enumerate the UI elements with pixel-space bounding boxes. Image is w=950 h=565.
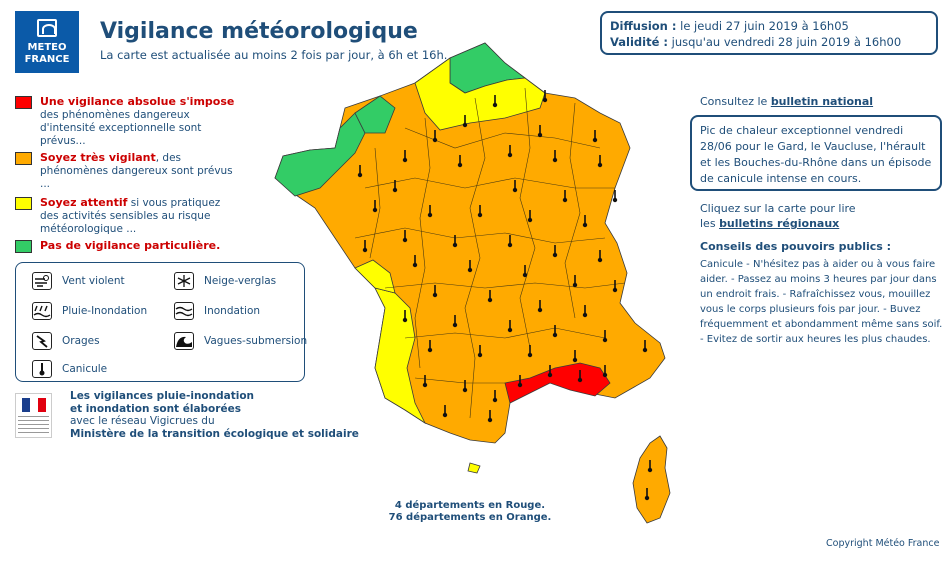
snowflake-icon: [174, 272, 194, 290]
yellow-swatch: [15, 197, 32, 210]
island-yellow[interactable]: [468, 463, 480, 473]
department-counts: 4 départements en Rouge. 76 départements en Orange.: [388, 500, 552, 523]
phenomenon-snow: Neige-verglas: [174, 275, 276, 287]
corsica-orange[interactable]: [633, 436, 670, 523]
phenomenon-heatwave: Canicule: [32, 363, 107, 375]
advice-text: Canicule - N'hésitez pas à aider ou à vous faire aider. - Passez au moins 3 heures par jour dans un endroit frais. - Rafraîchissez vous, mouillez vous le corps plusieurs fois par jour. - Buvez fréquemment et abondamment même sans soif. - Evitez de sortir aux heures les plus chaudes.: [700, 259, 943, 345]
validite-line: Validité : jusqu'au vendredi 28 juin 2019 à 16h00: [610, 35, 902, 49]
advice-title: Conseils des pouvoirs publics :: [700, 240, 892, 253]
lightning-icon: [32, 332, 52, 350]
legend-green: Pas de vigilance particulière.: [15, 239, 235, 253]
wind-icon: [32, 272, 52, 290]
red-swatch: [15, 96, 32, 109]
regional-bulletins-link[interactable]: bulletins régionaux: [719, 217, 840, 230]
phenomenon-storm: Orages: [32, 335, 100, 347]
diffusion-line: Diffusion : le jeudi 27 juin 2019 à 16h05: [610, 19, 849, 33]
bulletin-summary-box: Pic de chaleur exceptionnel vendredi 28/06 pour le Gard, le Vaucluse, l'hérault et les Bouches-du-Rhône dans un épisode de canicule intense en cours.: [690, 115, 942, 191]
copyright: Copyright Météo France: [826, 538, 940, 549]
french-flag-icon: [22, 398, 46, 412]
phenomenon-flood: Inondation: [174, 305, 260, 317]
ministry-logo: [15, 393, 52, 438]
page-subtitle: La carte est actualisée au moins 2 fois par jour, à 6h et 16h.: [100, 48, 448, 62]
page-title: Vigilance météorologique: [100, 19, 418, 44]
national-bulletin-link[interactable]: bulletin national: [770, 95, 874, 108]
regional-bulletins-prompt: Cliquez sur la carte pour lire les bulletins régionaux: [700, 202, 856, 230]
thermometer-icon: [32, 360, 52, 378]
legend-red: Une vigilance absolue s'impose des phénomènes dangereux d'intensité exceptionnelle sont prévus...: [15, 95, 235, 148]
flood-icon: [174, 302, 194, 320]
logo-mark-icon: [37, 19, 57, 37]
ministry-note: Les vigilances pluie-inondation et inondation sont élaborées avec le réseau Vigicrues du Ministère de la transition écologique et solidaire: [70, 390, 359, 440]
legend-orange: Soyez très vigilant, des phénomènes dangereux sont prévus ...: [15, 151, 235, 191]
france-vigilance-map[interactable]: [255, 38, 695, 528]
meteo-france-logo[interactable]: METEO FRANCE: [15, 11, 79, 73]
rain-flood-icon: [32, 302, 52, 320]
ministry-logo-text-lines: [18, 416, 49, 434]
legend-yellow: Soyez attentif si vous pratiquez des activités sensibles au risque météorologique ...: [15, 196, 235, 236]
phenomenon-wind: Vent violent: [32, 275, 125, 287]
green-swatch: [15, 240, 32, 253]
phenomenon-rain-flood: Pluie-Inondation: [32, 305, 147, 317]
national-bulletin-prompt: Consultez le bulletin national: [700, 95, 874, 108]
orange-swatch: [15, 152, 32, 165]
wave-icon: [174, 332, 194, 350]
phenomenon-wave: Vagues-submersion: [174, 335, 307, 347]
